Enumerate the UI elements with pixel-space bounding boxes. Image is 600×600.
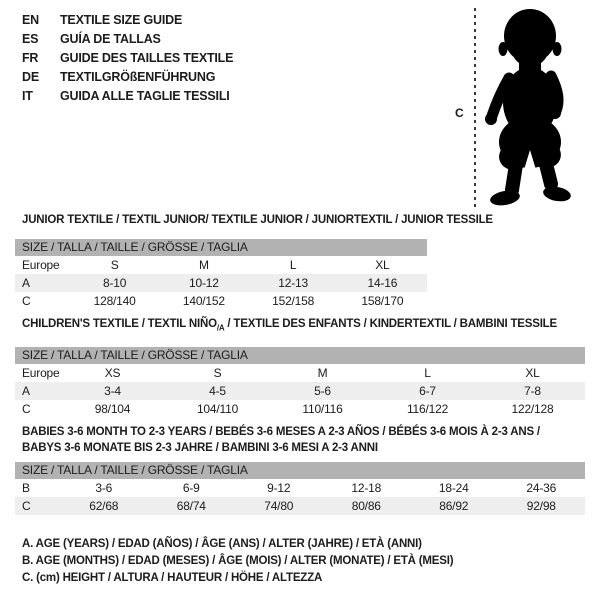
table-row — [15, 479, 585, 497]
table-cell: 80/86 — [351, 499, 381, 513]
row-label: A — [22, 276, 30, 290]
footnote-b: B. AGE (MONTHS) / EDAD (MESES) / ÂGE (MOIS) / ALTER (MONATE) / ETÀ (MESI) — [22, 555, 454, 567]
table-cell: 86/92 — [439, 499, 469, 513]
height-measure-label: C — [455, 106, 464, 120]
table-cell: 158/170 — [361, 294, 404, 308]
table-row — [15, 400, 585, 418]
language-row — [22, 68, 233, 87]
junior-table-title: JUNIOR TEXTILE / TEXTIL JUNIOR/ TEXTILE JUNIOR / JUNIORTEXTIL / JUNIOR TESSILE — [22, 214, 493, 226]
children-size-table — [15, 347, 585, 418]
table-cell: 98/104 — [94, 402, 131, 416]
children-title-subscript: /A — [216, 323, 225, 333]
row-label: C — [22, 402, 31, 416]
table-cell: S — [110, 258, 119, 272]
language-title: GUÍA DE TALLAS — [60, 32, 161, 46]
babies-title-line1: BABIES 3-6 MONTH TO 2-3 YEARS / BEBÉS 3-6 MESES A 2-3 AÑOS / BÉBÉS 3-6 MOIS À 2-3 ANS / — [22, 426, 540, 438]
footnote-c: C. (cm) HEIGHT / ALTURA / HAUTEUR / HÖHE / ALTEZZA — [22, 572, 323, 584]
size-header-bar: SIZE / TALLA / TAILLE / GRÖSSE / TAGLIA — [15, 347, 585, 364]
height-measure-line — [474, 8, 476, 208]
row-label: B — [22, 481, 30, 495]
row-label: Europe — [22, 258, 60, 272]
language-title: TEXTILE SIZE GUIDE — [60, 13, 183, 27]
table-cell: XL — [375, 258, 390, 272]
table-cell: 6-9 — [182, 481, 200, 495]
table-cell: XS — [104, 366, 121, 380]
table-row — [15, 274, 427, 292]
row-label: C — [22, 499, 31, 513]
table-cell: 12-13 — [278, 276, 308, 290]
table-rows — [15, 364, 585, 418]
table-row — [15, 256, 427, 274]
language-header — [22, 11, 233, 106]
children-table-title — [22, 316, 557, 336]
table-cell: 116/122 — [406, 402, 449, 416]
babies-table-title — [22, 424, 540, 456]
table-row — [15, 382, 585, 400]
table-cell: 3-4 — [104, 384, 121, 398]
table-cell: 104/110 — [196, 402, 239, 416]
row-label: Europe — [22, 366, 60, 380]
table-cell: 92/98 — [526, 499, 556, 513]
language-code: FR — [22, 51, 39, 65]
table-cell: 12-18 — [351, 481, 382, 495]
baby-silhouette-icon — [479, 6, 579, 210]
table-row — [15, 292, 427, 310]
table-cell: 140/152 — [182, 294, 225, 308]
language-code: EN — [22, 13, 39, 27]
table-cell: 4-5 — [209, 384, 226, 398]
table-cell: M — [198, 258, 209, 272]
table-cell: 68/74 — [176, 499, 206, 513]
language-code: IT — [22, 89, 33, 103]
junior-size-table — [15, 239, 427, 310]
language-title: TEXTILGRÖßENFÜHRUNG — [60, 70, 216, 84]
language-title: GUIDE DES TAILLES TEXTILE — [60, 51, 234, 65]
table-cell: 6-7 — [419, 384, 436, 398]
table-cell: 14-16 — [367, 276, 398, 290]
footnotes — [22, 536, 453, 587]
table-cell: 62/68 — [89, 499, 119, 513]
babies-title-line2: BABYS 3-6 MONATE BIS 2-3 JAHRE / BAMBINI 3-6 MESI A 2-3 ANNI — [22, 442, 378, 454]
table-cell: XL — [525, 366, 540, 380]
table-row — [15, 364, 585, 382]
table-cell: 5-6 — [314, 384, 331, 398]
table-cell: 10-12 — [189, 276, 219, 290]
table-cell: M — [317, 366, 328, 380]
table-cell: 122/128 — [511, 402, 554, 416]
table-cell: 152/158 — [272, 294, 315, 308]
table-cell: 9-12 — [267, 481, 291, 495]
size-header-bar: SIZE / TALLA / TAILLE / GRÖSSE / TAGLIA — [15, 239, 427, 256]
table-cell: 110/116 — [302, 402, 343, 416]
table-cell: S — [213, 366, 222, 380]
footnote-a: A. AGE (YEARS) / EDAD (AÑOS) / ÂGE (ANS) / ALTER (JAHRE) / ETÀ (ANNI) — [22, 538, 422, 550]
table-rows — [15, 479, 585, 515]
language-row — [22, 87, 233, 106]
table-cell: 74/80 — [264, 499, 294, 513]
language-row — [22, 30, 233, 49]
language-row — [22, 49, 233, 68]
table-cell: 7-8 — [524, 384, 541, 398]
children-title-pre: CHILDREN'S TEXTILE / TEXTIL NIÑO — [22, 318, 217, 330]
language-row — [22, 11, 233, 30]
table-rows — [15, 256, 427, 310]
table-cell: 128/140 — [93, 294, 136, 308]
table-cell: 18-24 — [438, 481, 469, 495]
size-header-bar: SIZE / TALLA / TAILLE / GRÖSSE / TAGLIA — [15, 462, 585, 479]
language-title: GUIDA ALLE TAGLIE TESSILI — [60, 89, 230, 103]
table-cell: L — [289, 258, 297, 272]
table-cell: L — [424, 366, 431, 380]
table-cell: 24-36 — [526, 481, 557, 495]
children-title-post: / TEXTILE DES ENFANTS / KINDERTEXTIL / BAMBINI TESSILE — [224, 318, 557, 330]
row-label: C — [22, 294, 31, 308]
table-cell: 8-10 — [103, 276, 127, 290]
table-cell: 3-6 — [95, 481, 113, 495]
language-code: ES — [22, 32, 39, 46]
babies-size-table — [15, 462, 585, 515]
row-label: A — [22, 384, 30, 398]
table-row — [15, 497, 585, 515]
language-code: DE — [22, 70, 39, 84]
